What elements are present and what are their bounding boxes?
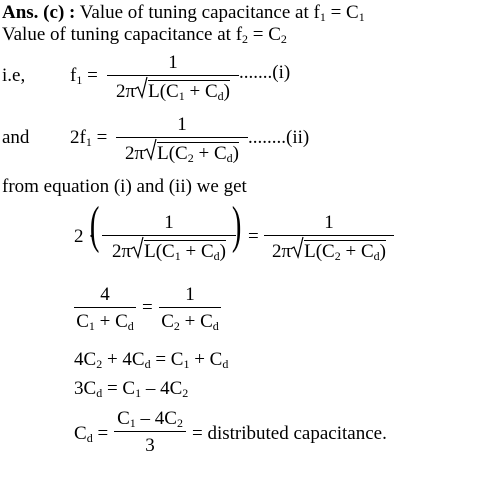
eq4-left-fraction [74,285,136,331]
eq3-right-numerator: 1 [324,212,334,233]
line2-tail: = C [248,24,281,45]
answer-label: Ans. (c) : [2,2,76,23]
eq2-fraction [116,115,248,163]
eq7-lhs: $C_d$ = [74,423,109,445]
eq3-left-numerator: 1 [164,212,174,233]
line2-tail-sub: 2 [280,32,287,46]
eq3-right-denominator: 2π $L(C_2 + C_d)$ [272,236,386,261]
eq4-right-fraction [159,285,221,331]
eq4-left-denominator: $C_1 + C_d$ [76,311,134,333]
eq3-equals: = [248,226,259,247]
eq7-tail: = distributed capacitance. [192,423,387,444]
eq1-tag: .......(i) [239,62,291,83]
eq3-left-radical: $L(C_1 + C_d)$ [131,240,226,261]
eq2-denominator: 2π $L(C_2 + C_d)$ [125,138,239,163]
eq3-right-fraction [264,213,394,261]
eq7-denominator: 3 [145,435,155,456]
eq7-fraction [114,409,186,455]
eq1-radical: $L(C_1 + C_d)$ [135,80,230,101]
eq1-denominator: 2π $L(C_1 + C_d)$ [116,76,230,101]
line1-tail: = C [325,2,359,23]
line1-tail-sub: 1 [358,10,365,24]
answer-line-2 [2,25,287,44]
eq3-left-denominator: 2π $L(C_1 + C_d)$ [112,236,226,261]
eq1-lhs: $f_1$ = [70,65,98,87]
line2-sub: 2 [242,32,249,46]
eq5: $4C_2 + 4C_d = C_1 + C_d$ [74,349,229,371]
eq3-right-paren: ) [231,197,242,254]
eq3-left-paren: ( [89,197,100,254]
eq3-left-fraction [102,213,236,261]
eq4-right-denominator: $C_2 + C_d$ [161,311,219,333]
ie-label: i.e, [2,65,26,86]
eq2-radical: $L(C_2 + C_d)$ [144,142,239,163]
answer-line-1 [2,3,365,22]
line1-text: Value of tuning capacitance at f [79,2,320,23]
eq3-coefficient: 2 · [74,226,95,247]
eq2-tag: ........(ii) [248,127,310,148]
eq6: $3C_d = C_1 - 4C_2$ [74,378,189,400]
eq7-numerator: $C_1 - 4C_2$ [117,408,183,430]
eq2-numerator: 1 [177,114,187,135]
line1-sub: 1 [319,10,326,24]
eq1-fraction [107,53,239,101]
eq1-numerator: 1 [168,52,178,73]
eq4-equals: = [142,297,153,318]
line2-text: Value of tuning capacitance at f [2,24,243,45]
and-label: and [2,127,30,148]
from-equation-text: from equation (i) and (ii) we get [2,176,247,197]
eq4-right-numerator: 1 [185,284,195,305]
eq3-right-radical: $L(C_2 + C_d)$ [291,240,386,261]
eq2-lhs: $2f_1$ = [70,127,108,149]
eq4-left-numerator: 4 [100,284,110,305]
